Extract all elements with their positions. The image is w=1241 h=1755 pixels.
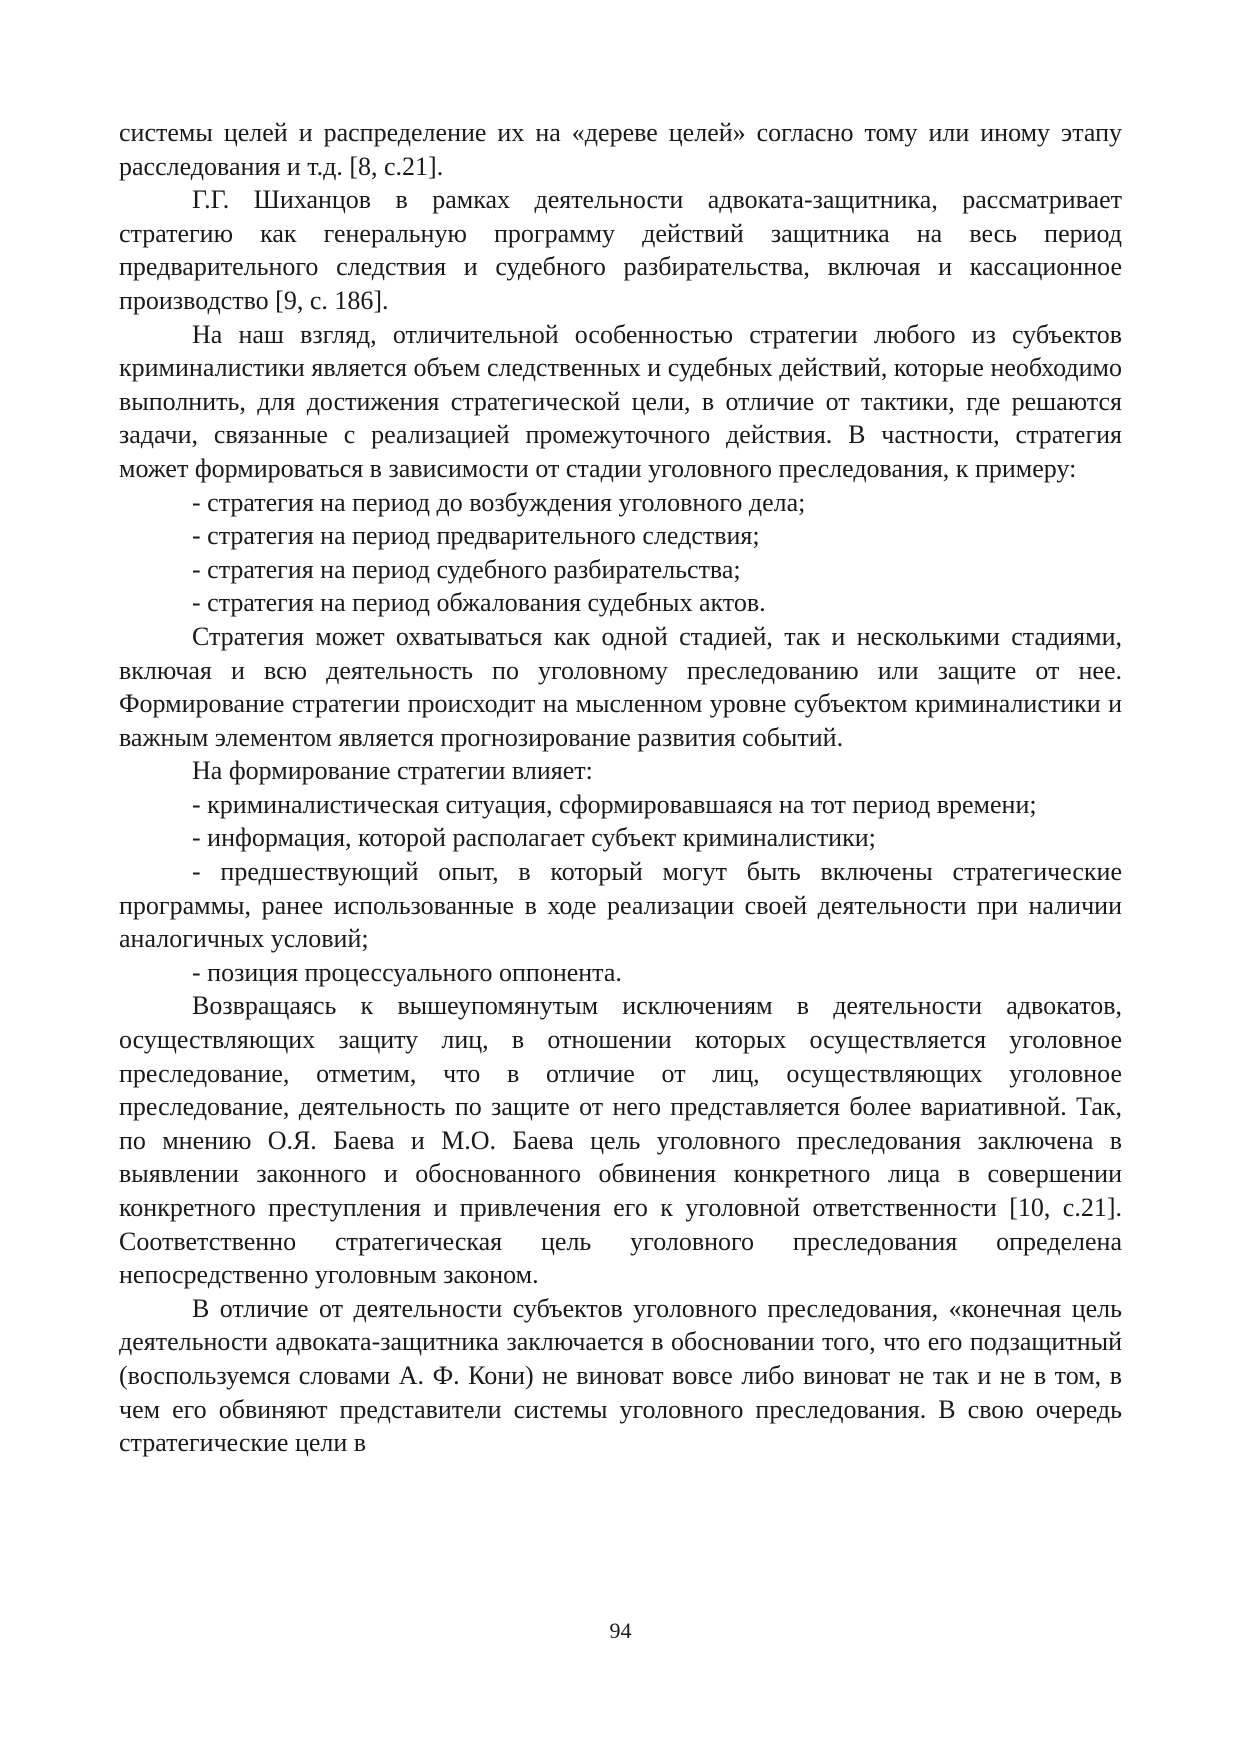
paragraph-strategy-feature: На наш взгляд, отличительной особенностью стратегии любого из субъектов криминалистики является объем следственных и судебных действий, которые необходимо выполнить, для достижения стратегической цели, в отличие от тактики, где решаются задачи, связанные с реализацией промежуточного действия. В частности, стратегия может формироваться в зависимости от стадии уголовного преследования, к примеру: <box>119 319 1122 483</box>
list-item-stage: - стратегия на период до возбуждения уголовного дела; <box>192 487 806 517</box>
paragraph-defense-goal: В отличие от деятельности субъектов уголовного преследования, «конечная цель деятельности адвоката-защитника заключается в обосновании того, что его подзащитный (воспользуемся словами А. Ф. Кони) не виноват вовсе либо виноват не так и не в том, в чем его обвиняют представители системы уголовного преследования. В свою очередь стратегические цели в <box>119 1293 1122 1458</box>
paragraph-strategy-scope: Стратегия может охватываться как одной стадией, так и несколькими стадиями, включая и всю деятельность по уголовному преследованию или защите от нее. Формирование стратегии происходит на мысленном уровне субъектом криминалистики и важным элементом является прогнозирование развития событий. <box>119 621 1122 752</box>
list-item-influence: - информация, которой располагает субъект криминалистики; <box>192 823 876 853</box>
list-item-stage: - стратегия на период обжалования судебных актов. <box>192 588 766 618</box>
paragraph-defense-variability: Возвращаясь к вышеупомянутым исключениям в деятельности адвокатов, осуществляющих защиту лиц, в отношении которых осуществляется уголовное преследование, отметим, что в отличие от лиц, осуществляющих уголовное преследование, деятельность по защите от него представляется более вариативной. Так, по мнению О.Я. Баева и М.О. Баева цель уголовного преследования заключена в выявлении законного и обоснованного обвинения конкретного лица в совершении конкретного преступления и привлечения его к уголовной ответственности [10, с.21]. Соответственно стратегическая цель уголовного преследования определена непосредственно уголовным законом. <box>119 991 1122 1290</box>
list-item-stage: - стратегия на период предварительного следствия; <box>192 521 760 551</box>
list-item-stage: - стратегия на период судебного разбирательства; <box>192 554 741 584</box>
list-item-influence: - позиция процессуального оппонента. <box>192 957 622 987</box>
list-item-influence: - предшествующий опыт, в который могут быть включены стратегические программы, ранее использованные в ходе реализации своей деятельности при наличии аналогичных условий; <box>119 857 1122 954</box>
paragraph-continuation: системы целей и распределение их на «дереве целей» согласно тому или иному этапу расследования и т.д. [8, с.21]. <box>119 118 1122 181</box>
list-item-influence: - криминалистическая ситуация, сформировавшаяся на тот период времени; <box>192 789 1037 819</box>
paragraph-shikhantsov: Г.Г. Шиханцов в рамках деятельности адвоката-защитника, рассматривает стратегию как генеральную программу действий защитника на весь период предварительного следствия и судебного разбирательства, включая и кассационное производство [9, с. 186]. <box>119 185 1122 315</box>
paragraph-influence-intro: На формирование стратегии влияет: <box>192 756 593 786</box>
page-number: 94 <box>609 1618 632 1643</box>
page-body <box>119 116 1122 1460</box>
